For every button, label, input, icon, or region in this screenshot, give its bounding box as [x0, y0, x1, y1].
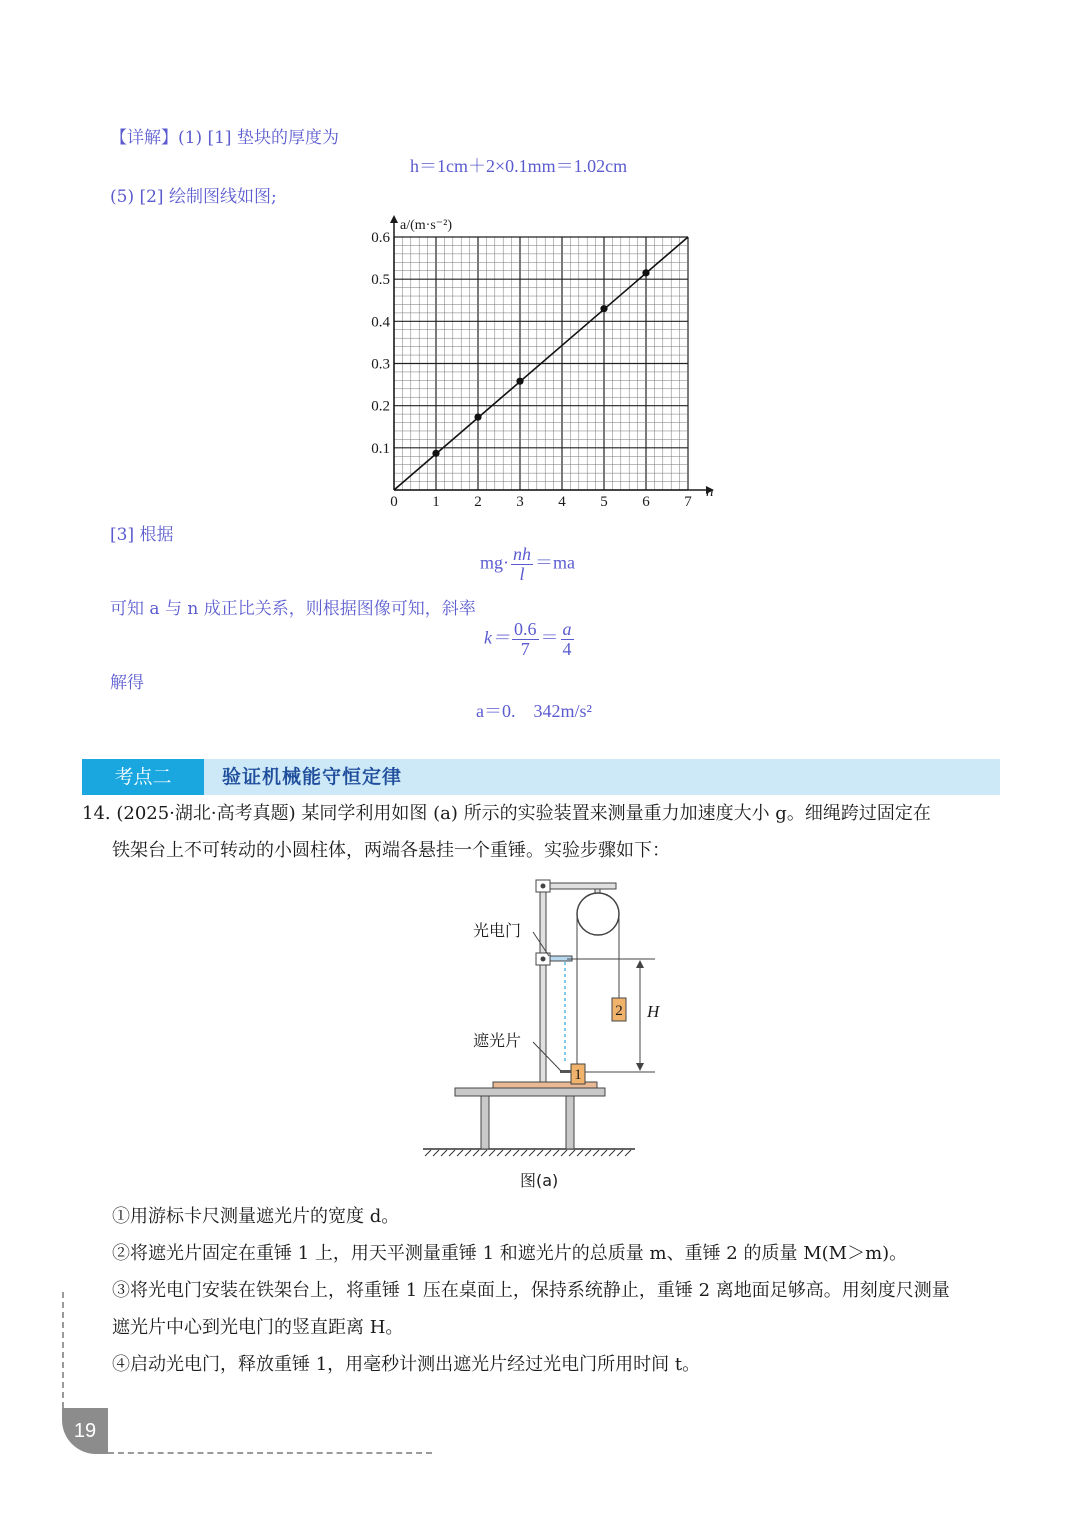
apparatus-figure [415, 872, 660, 1162]
shutter [560, 1070, 571, 1073]
section-title: 验证机械能守恒定律 [222, 766, 403, 788]
x-tick-label: 6 [642, 494, 650, 510]
y-tick-label: 0.4 [371, 314, 390, 331]
photogate-label: 光电门 [473, 921, 522, 940]
a-vs-n-chart [355, 210, 730, 510]
data-point [642, 269, 649, 276]
formula-slope-k: k＝ [484, 627, 510, 648]
weight-1-label: 1 [574, 1067, 582, 1083]
step-1: ①用游标卡尺测量遮光片的宽度 d。 [112, 1206, 400, 1227]
solution-line-5: 解得 [110, 673, 144, 693]
y-axis-arrow [390, 215, 398, 223]
formula-newton-left: mg· [480, 552, 509, 573]
y-tick-label: 0.5 [371, 272, 390, 289]
shutter-label: 遮光片 [473, 1031, 522, 1050]
step-3a: ③将光电门安装在铁架台上，将重锤 1 压在桌面上，保持系统静止，重锤 2 离地面足够高。用刻度尺测量 [112, 1280, 950, 1301]
ground-hatch [425, 1150, 631, 1156]
formula-slope [484, 620, 576, 659]
y-tick-label: 0.3 [371, 356, 390, 373]
y-tick-label: 0.2 [371, 398, 390, 415]
solution-line-1: 【详解】(1) [1] 垫块的厚度为 [110, 128, 339, 148]
solution-line-2: (5) [2] 绘制图线如图; [110, 187, 277, 207]
data-point [600, 305, 607, 312]
solution-line-3: [3] 根据 [110, 525, 174, 545]
x-tick-label: 2 [474, 494, 482, 510]
data-point [516, 378, 523, 385]
x-tick-label: 3 [516, 494, 524, 510]
section-header [82, 759, 1000, 795]
formula-newton-num: nh [513, 544, 531, 564]
figure-caption: 图(a) [520, 1171, 559, 1190]
x-tick-label: 7 [684, 494, 692, 510]
data-point [432, 450, 439, 457]
photogate-clamp-screw [541, 957, 546, 962]
y-tick-label: 0.1 [371, 440, 390, 457]
formula-newton [480, 545, 575, 584]
table-leg-right [566, 1096, 574, 1149]
data-point [474, 413, 481, 420]
margin-dash-horizontal [108, 1452, 432, 1454]
weight-2-label: 2 [615, 1003, 623, 1019]
formula-thickness: h＝1cm＋2×0.1mm＝1.02cm [410, 156, 628, 176]
formula-newton-den: l [519, 563, 525, 584]
x-tick-label: 5 [600, 494, 608, 510]
formula-result: a＝0. 342m/s² [476, 701, 592, 721]
formula-newton-right: ＝ma [535, 552, 575, 573]
table-leg-left [481, 1096, 489, 1149]
step-4: ④启动光电门，释放重锤 1，用毫秒计测出遮光片经过光电门所用时间 t。 [112, 1354, 701, 1375]
shutter-leader [533, 1042, 561, 1071]
step-3b: 遮光片中心到光电门的竖直距离 H。 [112, 1317, 404, 1338]
y-tick-label: 0.6 [371, 230, 390, 246]
formula-slope-num1: 0.6 [514, 619, 537, 639]
stand-arm [540, 883, 616, 889]
chart-ylabel: a/(m·s⁻²) [400, 218, 453, 233]
h-arrow-down [636, 1063, 644, 1071]
page-number: 19 [62, 1408, 108, 1454]
question-line-1: 14. (2025·湖北·高考真题) 某同学利用如图 (a) 所示的实验装置来测量重力加速度大小 g。细绳跨过固定在 [82, 803, 931, 824]
formula-slope-den1: 7 [520, 638, 530, 659]
h-label: H [647, 1002, 660, 1021]
cylinder [577, 893, 619, 935]
table-top [455, 1088, 605, 1096]
x-tick-label: 4 [558, 494, 566, 510]
chart-xlabel: n [706, 484, 714, 500]
h-arrow-up [636, 960, 644, 968]
formula-slope-den2: 4 [562, 638, 572, 659]
x-tick-label: 0 [390, 494, 398, 510]
section-tag: 考点二 [82, 759, 204, 795]
question-line-2: 铁架台上不可转动的小圆柱体，两端各悬挂一个重锤。实验步骤如下： [112, 840, 670, 861]
x-tick-label: 1 [432, 494, 440, 510]
solution-line-4: 可知 a 与 n 成正比关系，则根据图像可知，斜率 [110, 599, 476, 619]
formula-slope-eq: ＝ [540, 627, 559, 648]
margin-dash-vertical [62, 1292, 64, 1408]
top-clamp-screw [541, 884, 546, 889]
step-2: ②将遮光片固定在重锤 1 上，用天平测量重锤 1 和遮光片的总质量 m、重锤 2 的质量 M(M＞m)。 [112, 1243, 908, 1264]
formula-slope-num2: a [562, 619, 572, 639]
